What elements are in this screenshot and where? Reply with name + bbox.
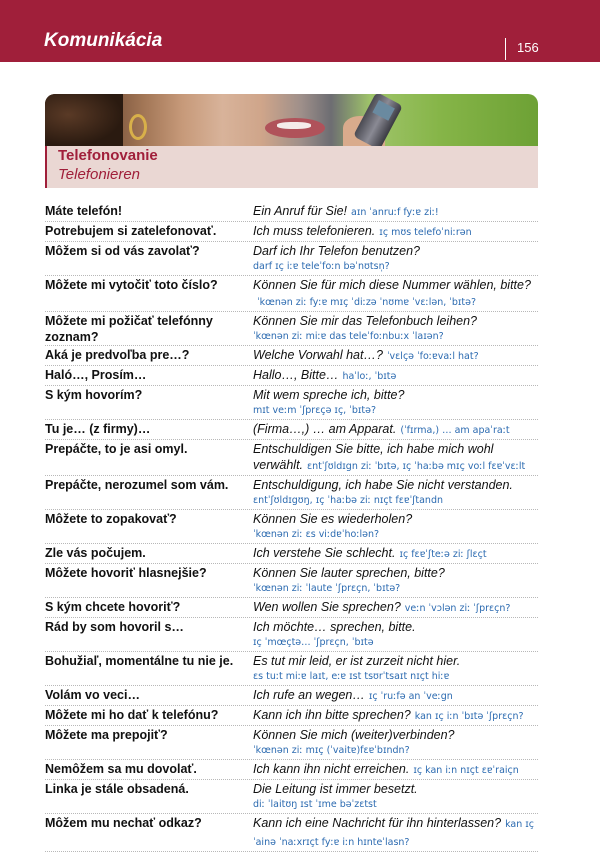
- phone-call-photo: [45, 94, 538, 146]
- slovak-phrase: Môžete mi požičať telefónny zoznam?: [45, 314, 213, 344]
- pronunciation: ɪç fɛɐˈʃteːə ziː ʃlɛçt: [399, 549, 487, 560]
- phrase-table: [45, 202, 538, 852]
- german-translation: [253, 242, 538, 275]
- slovak-phrase: S kým hovorím?: [45, 388, 143, 402]
- slovak-phrase: Aká je predvoľba pre…?: [45, 348, 190, 362]
- german-phrase: Hallo…, Bitte…: [253, 368, 339, 382]
- chapter-title: Komunikácia: [44, 30, 163, 51]
- german-translation: [253, 760, 538, 779]
- pronunciation: kan ɪç iːn ˈbɪtə ˈʃprɛçn?: [414, 711, 524, 722]
- german-phrase: Ich rufe an wegen…: [253, 688, 365, 702]
- pronunciation: ˈvɛlçə ˈfoːɐvaːl hat?: [386, 351, 479, 362]
- pronunciation: ˈkœnən ziː mɪç (ˈvaitɐ)fɛɐˈbɪndn?: [253, 745, 410, 756]
- german-phrase: Wen wollen Sie sprechen?: [253, 600, 401, 614]
- german-phrase: Können Sie mir das Telefonbuch leihen?: [253, 314, 477, 328]
- pronunciation: kan ɪç ˈainə ˈnaːxrɪçt fyːɐ iːn hɪnteˈlasn?: [253, 819, 535, 848]
- phrase-row: [45, 598, 538, 618]
- pronunciation: haˈloː, ˈbɪtə: [342, 371, 397, 382]
- phrase-row: [45, 544, 538, 564]
- phrase-row: [45, 564, 538, 598]
- pronunciation: diː ˈlaitʊŋ ɪst ˈɪme bəˈzɛtst: [253, 799, 377, 810]
- german-translation: [253, 544, 538, 563]
- pronunciation: darf ɪç iːɐ teleˈfoːn bəˈnʊtsn̩?: [253, 261, 390, 272]
- phrase-row: [45, 780, 538, 814]
- phrase-row: [45, 618, 538, 652]
- section-subtitle: Telefonieren: [58, 166, 141, 183]
- pronunciation: ɛntˈʃʊldɪgʊŋ, ɪç ˈhaːbə ziː nɪçt fɛɐˈʃtandn: [253, 495, 443, 506]
- pronunciation: ɪç kan iːn nɪçt ɛɐˈraiçn: [413, 765, 519, 776]
- slovak-phrase: Rád by som hovoril s…: [45, 620, 184, 634]
- german-translation: [253, 564, 538, 597]
- german-phrase: Ich kann ihn nicht erreichen.: [253, 762, 410, 776]
- german-phrase: Welche Vorwahl hat…?: [253, 348, 383, 362]
- german-phrase: Kann ich ihn bitte sprechen?: [253, 708, 411, 722]
- phrase-row: [45, 222, 538, 242]
- slovak-phrase: Máte telefón!: [45, 204, 123, 218]
- german-phrase: Ich verstehe Sie schlecht.: [253, 546, 396, 560]
- pronunciation: ˈkœnən ziː fyːɐ mɪç ˈdiːzə ˈnʊmɐ ˈvɛːlən, ˈbɪtə?: [257, 297, 477, 308]
- german-phrase: Entschuldigen Sie bitte, ich habe mich wohl verwählt.: [253, 442, 494, 472]
- phrase-row: [45, 276, 538, 312]
- german-translation: [253, 366, 538, 385]
- slovak-phrase: Linka je stále obsadená.: [45, 782, 189, 796]
- slovak-phrase: Môžete mi vytočiť toto číslo?: [45, 278, 218, 292]
- german-translation: [253, 780, 538, 813]
- german-translation: [253, 222, 538, 241]
- german-phrase: Ein Anruf für Sie!: [253, 204, 348, 218]
- pronunciation: ɛs tuːt miːɐ laɪt, eːɐ ɪst tsʊrˈtsaɪt nɪçt hiːɐ: [253, 671, 450, 682]
- german-translation: [253, 618, 538, 651]
- german-translation: [253, 276, 538, 311]
- slovak-phrase: Môžem si od vás zavolať?: [45, 244, 200, 258]
- slovak-phrase: Môžete ma prepojiť?: [45, 728, 168, 742]
- slovak-phrase: Môžete to zopakovať?: [45, 512, 177, 526]
- german-phrase: Können Sie lauter sprechen, bitte?: [253, 566, 445, 580]
- german-translation: [253, 510, 538, 543]
- section-title: Telefonovanie: [58, 147, 158, 164]
- slovak-phrase: Prepáčte, nerozumel som vám.: [45, 478, 229, 492]
- slovak-phrase: Bohužiaľ, momentálne tu nie je.: [45, 654, 234, 668]
- german-translation: [253, 346, 538, 365]
- slovak-phrase: Môžem mu nechať odkaz?: [45, 816, 202, 830]
- german-translation: [253, 814, 538, 851]
- pronunciation: ɪç ˈmœçtə… ˈʃprɛçn, ˈbɪtə: [253, 637, 374, 648]
- slovak-phrase: Môžete mi ho dať k telefónu?: [45, 708, 219, 722]
- pronunciation: aɪn ˈanruːf fyːɐ ziː!: [351, 207, 439, 218]
- pronunciation: ɪç mʊs telefoˈniːrən: [379, 227, 472, 238]
- slovak-phrase: Volám vo veci…: [45, 688, 140, 702]
- phrase-row: [45, 420, 538, 440]
- phrase-row: [45, 726, 538, 760]
- german-phrase: Mit wem spreche ich, bitte?: [253, 388, 405, 402]
- german-translation: [253, 312, 538, 345]
- german-phrase: Können Sie für mich diese Nummer wählen, bitte?: [253, 278, 531, 292]
- pronunciation: ˈkœnən ziː ˈlaute ˈʃprɛçn, ˈbɪtə?: [253, 583, 401, 594]
- photo-earring: [129, 114, 147, 140]
- german-phrase: Können Sie mich (weiter)verbinden?: [253, 728, 455, 742]
- phrase-row: [45, 242, 538, 276]
- pronunciation: mɪt veːm ˈʃprɛçə ɪç, ˈbɪtə?: [253, 405, 377, 416]
- pronunciation: ˈkœnən ziː miːɐ das teleˈfoːnbuːx ˈlaɪən?: [253, 331, 444, 342]
- slovak-phrase: Prepáčte, to je asi omyl.: [45, 442, 188, 456]
- pronunciation: ˈkœnən ziː ɛs viːdɐˈhoːlən?: [253, 529, 380, 540]
- german-phrase: Ich muss telefonieren.: [253, 224, 376, 238]
- pronunciation: ɛntˈʃʊldɪgn ziː ˈbɪtə, ɪç ˈhaːbə mɪç voːl fɛɐˈvɛːlt: [307, 461, 526, 472]
- german-translation: [253, 652, 538, 685]
- phrase-row: [45, 652, 538, 686]
- pronunciation: (ˈfɪrma,) … am apaˈraːt: [400, 425, 510, 436]
- german-translation: [253, 726, 538, 759]
- slovak-phrase: Nemôžem sa mu dovolať.: [45, 762, 197, 776]
- german-phrase: Es tut mir leid, er ist zurzeit nicht hier.: [253, 654, 461, 668]
- german-phrase: Ich möchte… sprechen, bitte.: [253, 620, 416, 634]
- phrase-row: [45, 312, 538, 346]
- mobile-phone-icon: [353, 94, 403, 146]
- german-phrase: Entschuldigung, ich habe Sie nicht verstanden.: [253, 478, 513, 492]
- slovak-phrase: Haló…, Prosím…: [45, 368, 147, 382]
- phrase-row: [45, 706, 538, 726]
- german-translation: [253, 476, 538, 509]
- page-header: [0, 0, 600, 62]
- header-divider: [505, 38, 506, 60]
- german-translation: [253, 202, 538, 221]
- slovak-phrase: Tu je… (z firmy)…: [45, 422, 151, 436]
- page-number: 156: [517, 40, 539, 55]
- german-phrase: Darf ich Ihr Telefon benutzen?: [253, 244, 421, 258]
- phrase-row: [45, 760, 538, 780]
- phrase-row: [45, 366, 538, 386]
- german-translation: [253, 386, 538, 419]
- pronunciation: ɪç ˈruːfə an ˈveːgn: [368, 691, 453, 702]
- phrase-row: [45, 476, 538, 510]
- phrase-row: [45, 510, 538, 544]
- german-phrase: Können Sie es wiederholen?: [253, 512, 413, 526]
- photo-hair: [45, 94, 123, 146]
- slovak-phrase: S kým chcete hovoriť?: [45, 600, 181, 614]
- section-heading: [45, 146, 538, 188]
- phone-screen: [372, 100, 394, 121]
- german-translation: [253, 686, 538, 705]
- slovak-phrase: Potrebujem si zatelefonovať.: [45, 224, 217, 238]
- german-translation: [253, 440, 538, 475]
- german-translation: [253, 420, 538, 439]
- phrase-row: [45, 202, 538, 222]
- slovak-phrase: Zle vás počujem.: [45, 546, 146, 560]
- pronunciation: veːn ˈvɔlən ziː ˈʃprɛçn?: [404, 603, 511, 614]
- slovak-phrase: Môžete hovoriť hlasnejšie?: [45, 566, 207, 580]
- german-translation: [253, 706, 538, 725]
- german-phrase: Die Leitung ist immer besetzt.: [253, 782, 418, 796]
- german-translation: [253, 598, 538, 617]
- german-phrase: Kann ich eine Nachricht für ihn hinterlassen?: [253, 816, 502, 830]
- phrase-row: [45, 814, 538, 852]
- photo-teeth: [277, 122, 311, 129]
- phrase-row: [45, 386, 538, 420]
- german-phrase: (Firma…,) … am Apparat.: [253, 422, 397, 436]
- phrase-row: [45, 440, 538, 476]
- phrase-row: [45, 346, 538, 366]
- phrase-row: [45, 686, 538, 706]
